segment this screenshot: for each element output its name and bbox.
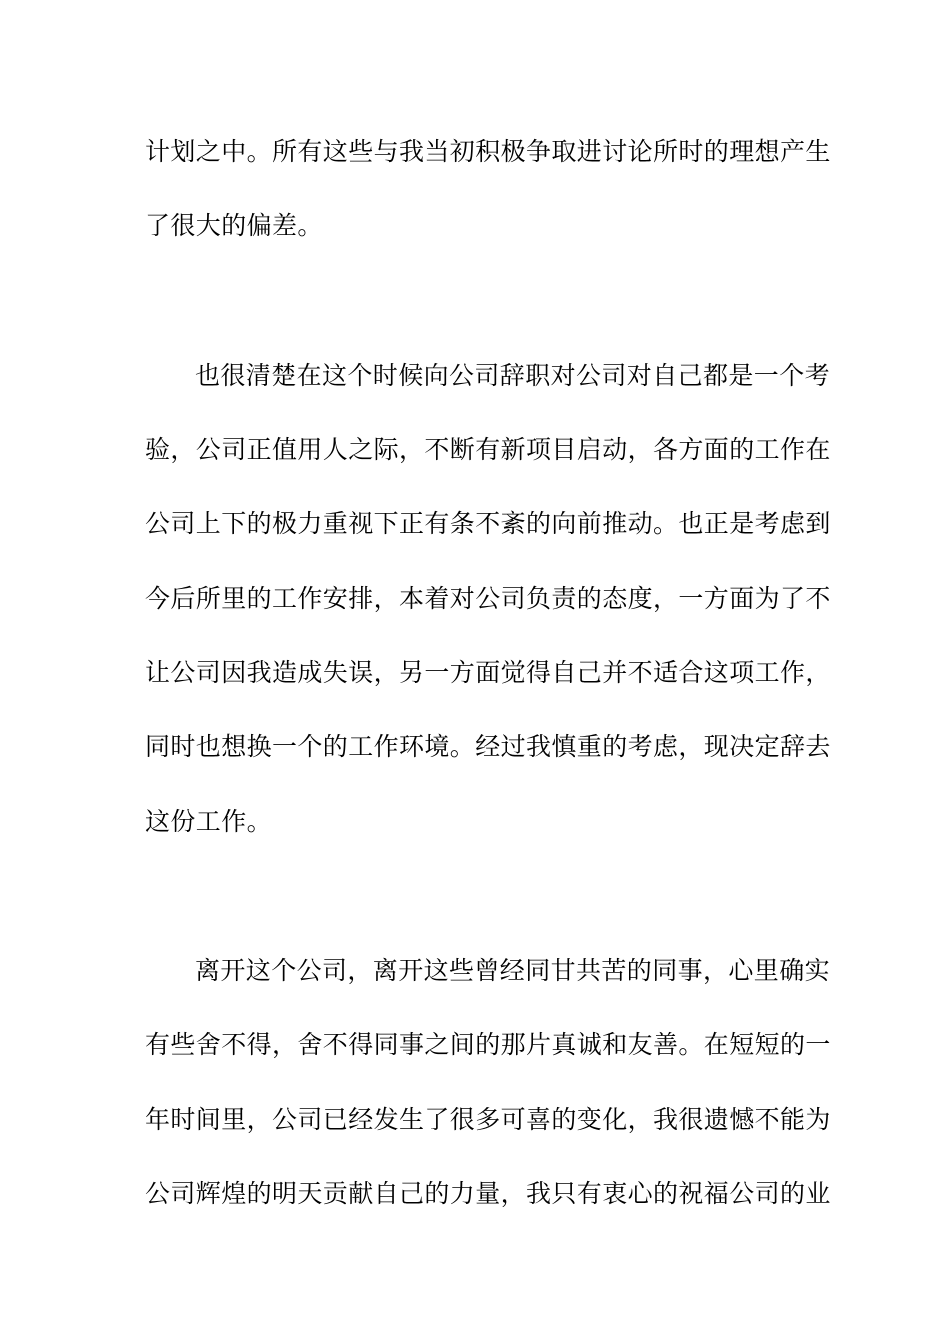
paragraph-line: 离开这个公司，离开这些曾经同甘共苦的同事，心里确实 — [195, 956, 831, 985]
paragraph-line: 年时间里，公司已经发生了很多可喜的变化，我很遗憾不能为 — [145, 1105, 831, 1134]
paragraph-line: 也很清楚在这个时候向公司辞职对公司对自己都是一个考 — [195, 361, 831, 390]
paragraph-line: 计划之中。所有这些与我当初积极争取进讨论所时的理想产生 — [145, 137, 831, 166]
paragraph-line: 公司上下的极力重视下正有条不紊的向前推动。也正是考虑到 — [145, 509, 831, 538]
paragraph-line: 让公司因我造成失误，另一方面觉得自己并不适合这项工作， — [145, 658, 831, 687]
paragraph-line: 公司辉煌的明天贡献自己的力量，我只有衷心的祝福公司的业 — [145, 1179, 831, 1208]
paragraph-line: 今后所里的工作安排，本着对公司负责的态度，一方面为了不 — [145, 584, 831, 613]
paragraph-line: 了很大的偏差。 — [145, 211, 323, 240]
paragraph-line: 验，公司正值用人之际，不断有新项目启动，各方面的工作在 — [145, 435, 831, 464]
paragraph-line: 同时也想换一个的工作环境。经过我慎重的考虑，现决定辞去 — [145, 732, 831, 761]
paragraph-line: 有些舍不得，舍不得同事之间的那片真诚和友善。在短短的一 — [145, 1030, 831, 1059]
paragraph-line: 这份工作。 — [145, 807, 273, 836]
